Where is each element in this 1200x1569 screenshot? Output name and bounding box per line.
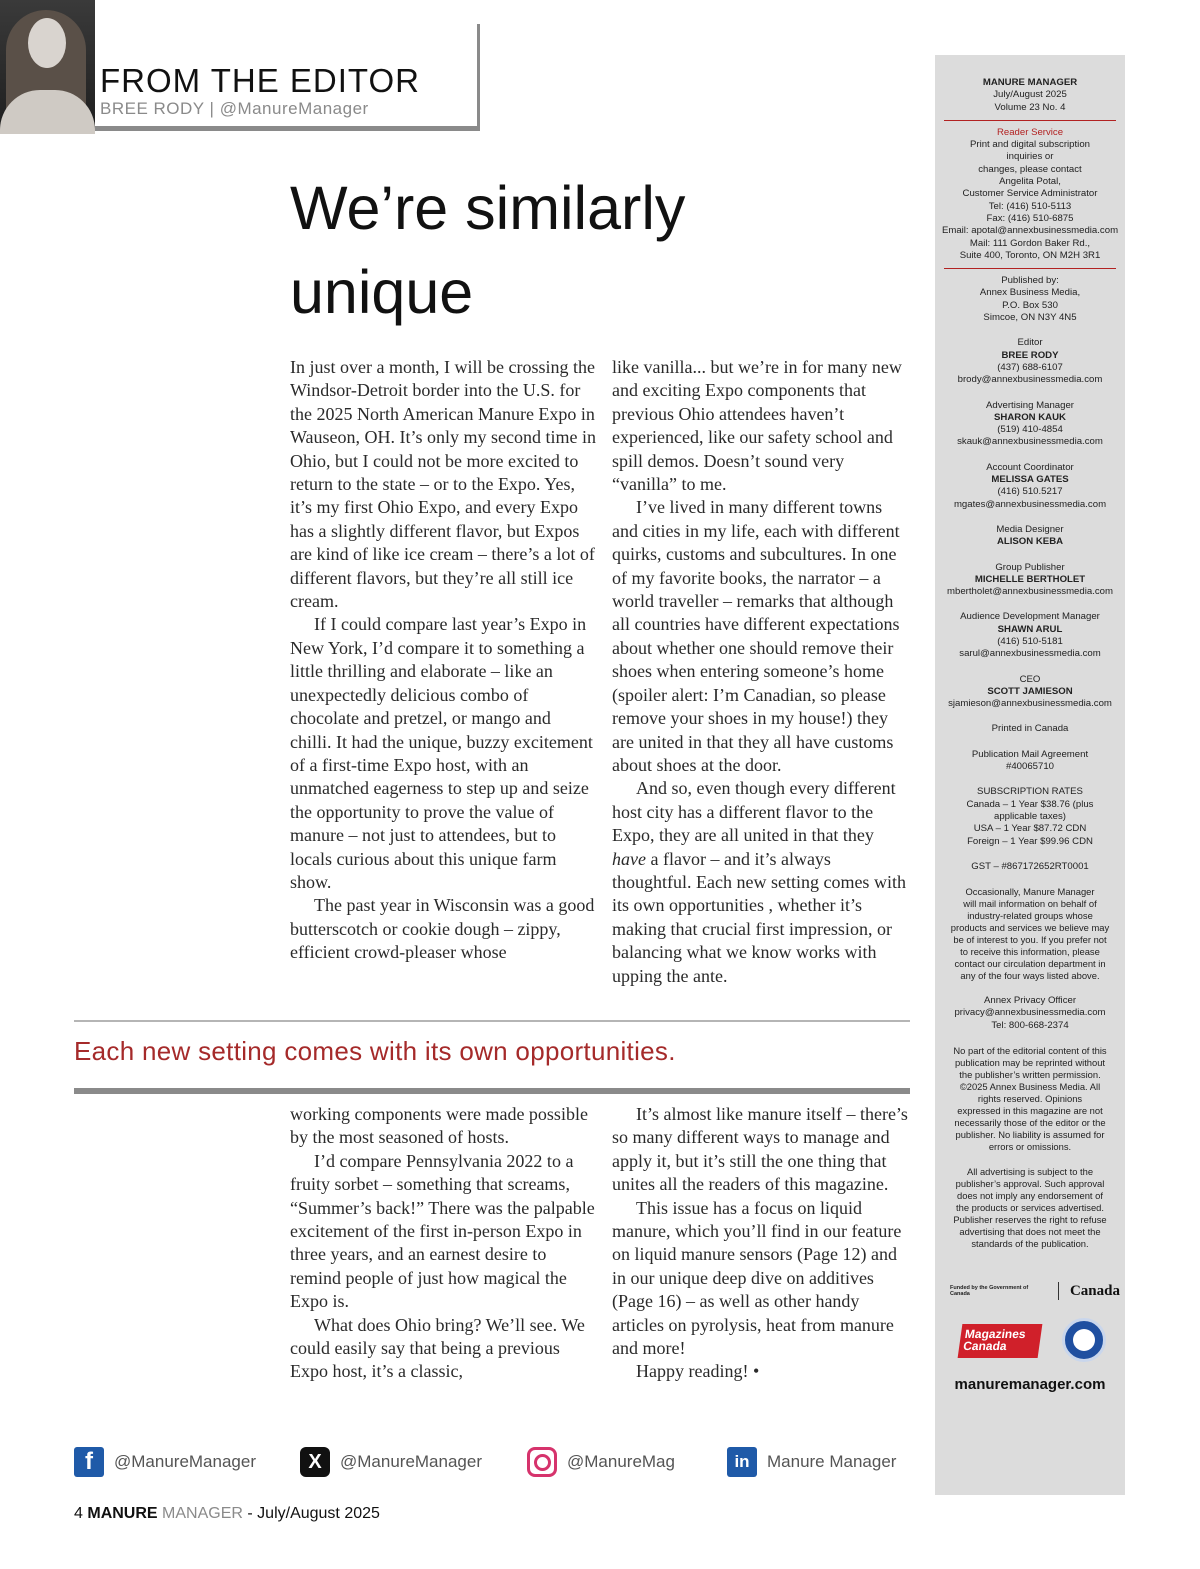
page-number: 4 xyxy=(74,1505,83,1522)
paragraph: like vanilla... but we’re in for many new and exciting Expo components that previous Ohio attendees haven’t experienced, like our safety school and spill demos. Doesn’t sound very “vanilla” to me. xyxy=(612,357,902,495)
designer-contact: Media Designer ALISON KEBA xyxy=(996,523,1064,548)
government-funding-logo xyxy=(950,1280,1120,1302)
facebook-link[interactable] xyxy=(74,1446,256,1478)
paragraph: And so, even though every different host city has a different flavor to the Expo, they are all united in that they have a flavor – and it’s always thoughtful. Each new setting comes with its own opportunities , whether it’s making that crucial first impression, or balancing what we know works with upping the ante. xyxy=(612,778,906,986)
emphasis: have xyxy=(612,848,646,869)
instagram-link[interactable] xyxy=(527,1446,675,1478)
article-column-2-bottom xyxy=(612,1103,912,1384)
paragraph: Happy reading! • xyxy=(636,1361,760,1382)
magazines-canada-logo: Magazines Canada xyxy=(958,1324,1043,1358)
publisher-block: Published by: Annex Business Media, P.O. Box 530 Simcoe, ON N3Y 4N5 xyxy=(979,275,1081,324)
article-column-1-bottom xyxy=(290,1103,596,1384)
x-handle: @ManureManager xyxy=(340,1452,482,1471)
facebook-icon: f xyxy=(74,1447,104,1477)
issue-date: - July/August 2025 xyxy=(247,1505,380,1522)
advertising-contact: Advertising Manager SHARON KAUK (519) 410-4854 skauk@annexbusinessmedia.com xyxy=(957,399,1103,448)
privacy-officer: Annex Privacy Officer privacy@annexbusinessmedia.com Tel: 800-668-2374 xyxy=(954,995,1106,1031)
red-divider xyxy=(944,268,1116,269)
canada-wordmark: Canada xyxy=(1069,1282,1120,1299)
page-folio xyxy=(74,1505,380,1523)
audience-contact: Audience Development Manager SHAWN ARUL (416) 510-5181 sarul@annexbusinessmedia.com xyxy=(959,611,1101,660)
red-divider xyxy=(944,120,1116,121)
paragraph: If I could compare last year’s Expo in New York, I’d compare it to something a little thrilling and elaborate – like an unexpectedly delicious combo of chocolate and pretzel, or mango and chilli. It had the unique, buzzy excitement of a first-time Expo host, with an unmatched eagerness to step up and seize the opportunity to prove the value of manure – not just to attendees, but to locals curious about this unique farm show. xyxy=(290,614,593,892)
section-title: FROM THE EDITOR xyxy=(100,62,420,99)
advertising-notice: All advertising is subject to the publisher’s approval. Such approval does not imply any endorsement of the products or services advertised. Publisher reserves the right to refuse advertising that does not meet the standards of the publication. xyxy=(953,1166,1107,1250)
paragraph: In just over a month, I will be crossing the Windsor-Detroit border into the U.S. for the 2025 North American Manure Expo in Wauseon, OH. It’s only my second time in Ohio, but I could not be more excited to return to the state – or to the Expo. Yes, it’s my first Ohio Expo, and every Expo has a slightly different flavor, but Expos are kind of like ice cream – there’s a lot of different flavors, but they’re all still ice cream. xyxy=(290,357,597,612)
instagram-handle: @ManureMag xyxy=(567,1452,675,1471)
masthead-sidebar: MANURE MANAGER July/August 2025 Volume 23 No. 4 Reader Service Print and digital subscription inquiries or changes, please contact Angelita Potal, Customer Service Administrator Tel: (416) 510-5113 Fax: (416) 510-6875 Email: apotal@annexbusinessmedia.com Mail: 111 Gordon Baker Rd., Suite 400, Toronto, ON M2H 3R1 Published by: Annex Business Media, P.O. Box 530 Simcoe, ON N3Y 4N5 Editor BREE RODY (437) 688-6107 brody@annexbusinessmedia.com Advertising Manager SHARON KAUK (519) 410-4854 skauk@annexbusinessmedia.com Account Coordinator MELISSA GATES (416) 510.5217 mgates@annexbusinessmedia.com Media Designer ALISON KEBA Group Publisher MICHELLE BERTHOLET mbertholet@annexbusinessmedia.com Audience Development Manager SHAWN ARUL (416) 510-5181 sarul@annexbusinessmedia.com CEO SCOTT JAMIESON sjamieson@annexbusinessmedia.com Printed in Canada Publication Mail Agreement #40065710 SUBSCRIPTION RATES Canada – 1 Year $38.76 (plus applicable taxes) USA – 1 Year $87.72 CDN Foreign – 1 Year $99.96 CDN GST – #867172652RT0001 Occasionally, Manure Manager will mail information on behalf of industry-related groups whose products and services we believe may be of interest to you. If you prefer not to receive this information, please contact our circulation department in any of the four ways listed above. Annex Privacy Officer privacy@annexbusinessmedia.com Tel: 800-668-2374 No part of the editorial content of this publication may be reprinted without the publisher’s written permission. ©2025 Annex Business Media. All rights reserved. Opinions expressed in this magazine are not necessarily those of the editor or the publisher. No liability is assumed for errors or omissions. All advertising is subject to the publisher’s approval. Such approval does not imply any endorsement of the products or services advertised. Publisher reserves the right to refuse advertising that does not meet the standards of the publication. xyxy=(935,55,1125,1495)
ceo-contact: CEO SCOTT JAMIESON sjamieson@annexbusinessmedia.com xyxy=(948,673,1112,710)
paragraph: What does Ohio bring? We’ll see. We could easily say that being a previous Expo host, it’s a classic, xyxy=(290,1314,585,1382)
x-icon: X xyxy=(300,1447,330,1477)
funded-text: Funded by the Government of Canada xyxy=(950,1285,1029,1297)
mailing-notice: Occasionally, Manure Manager will mail information on behalf of industry-related groups whose products and services we believe may be of interest to you. If you prefer not to receive this information, please contact our circulation department in any of the four ways listed above. xyxy=(950,886,1110,982)
editor-contact: Editor BREE RODY (437) 688-6107 brody@annexbusinessmedia.com xyxy=(957,337,1103,386)
subscription-rates: SUBSCRIPTION RATES Canada – 1 Year $38.76 (plus applicable taxes) USA – 1 Year $87.72 CDN Foreign – 1 Year $99.96 CDN xyxy=(966,786,1094,847)
brand-bold: MANURE xyxy=(87,1505,158,1522)
group-publisher-contact: Group Publisher MICHELLE BERTHOLET mbertholet@annexbusinessmedia.com xyxy=(947,561,1113,598)
article-headline xyxy=(290,166,890,334)
linkedin-handle: Manure Manager xyxy=(767,1452,897,1471)
association-seal-icon xyxy=(1062,1318,1106,1362)
website-link[interactable]: manuremanager.com xyxy=(954,1376,1106,1393)
reader-service-heading: Reader Service xyxy=(996,126,1064,138)
paragraph: I’d compare Pennsylvania 2022 to a fruity sorbet – something that screams, “Summer’s back!” There was the palpable excitement of the first in-person Expo in three years, and an earnest desire to remind people of just how magical the Expo is. xyxy=(290,1150,595,1312)
paragraph: working components were made possible by the most seasoned of hosts. xyxy=(290,1104,588,1148)
paragraph: The past year in Wisconsin was a good butterscotch or cookie dough – zippy, efficient crowd-pleaser whose xyxy=(290,895,595,963)
instagram-icon xyxy=(527,1447,557,1477)
copyright-notice: No part of the editorial content of this publication may be reprinted without the publisher’s written permission. ©2025 Annex Business Media. All rights reserved. Opinions expressed in this magazine are not necessarily those of the editor or the publisher. No liability is assumed for errors or omissions. xyxy=(953,1045,1107,1153)
header-divider-vertical xyxy=(477,24,480,130)
brand-light: MANAGER xyxy=(162,1505,243,1522)
pull-quote-rule-top xyxy=(74,1020,910,1022)
linkedin-icon: in xyxy=(727,1447,757,1477)
article-column-1-top xyxy=(290,356,596,965)
facebook-handle: @ManureManager xyxy=(114,1452,256,1471)
pull-quote-rule-bottom xyxy=(74,1088,910,1094)
paragraph: It’s almost like manure itself – there’s so many different ways to manage and apply it, but it’s still the one thing that unites all the readers of this magazine. xyxy=(612,1104,908,1195)
masthead-title: MANURE MANAGER xyxy=(982,77,1078,88)
paragraph: This issue has a focus on liquid manure, which you’ll find in our feature on liquid manure sensors (Page 12) and in our unique deep dive on additives (Page 16) – as well as other handy articles on pyrolysis, heat from manure and more! xyxy=(612,1197,902,1359)
article-column-2-top xyxy=(612,356,912,988)
pull-quote: Each new setting comes with its own opportunities. xyxy=(74,1036,676,1066)
headline-line-2: unique xyxy=(290,258,474,326)
editor-photo xyxy=(0,0,95,134)
byline: BREE RODY | @ManureManager xyxy=(100,99,369,118)
mail-agreement: Publication Mail Agreement #40065710 xyxy=(971,748,1089,773)
header-divider-horizontal xyxy=(95,126,480,131)
x-link[interactable] xyxy=(300,1446,482,1478)
linkedin-link[interactable] xyxy=(727,1446,896,1478)
printed-note: Printed in Canada xyxy=(991,723,1069,735)
paragraph: I’ve lived in many different towns and cities in my life, each with different quirks, customs and subcultures. In one of my favorite books, the narrator – a world traveller – remarks that although all countries have different expectations about whether one should remove their shoes when entering someone’s home (spoiler alert: I’m Canadian, so please remove your shoes in my house!) they are united in that they all have customs about shoes at the door. xyxy=(612,497,900,775)
headline-line-1: We’re similarly xyxy=(290,174,686,242)
gst-number: GST – #867172652RT0001 xyxy=(971,860,1089,872)
account-contact: Account Coordinator MELISSA GATES (416) 510.5217 mgates@annexbusinessmedia.com xyxy=(953,461,1107,510)
